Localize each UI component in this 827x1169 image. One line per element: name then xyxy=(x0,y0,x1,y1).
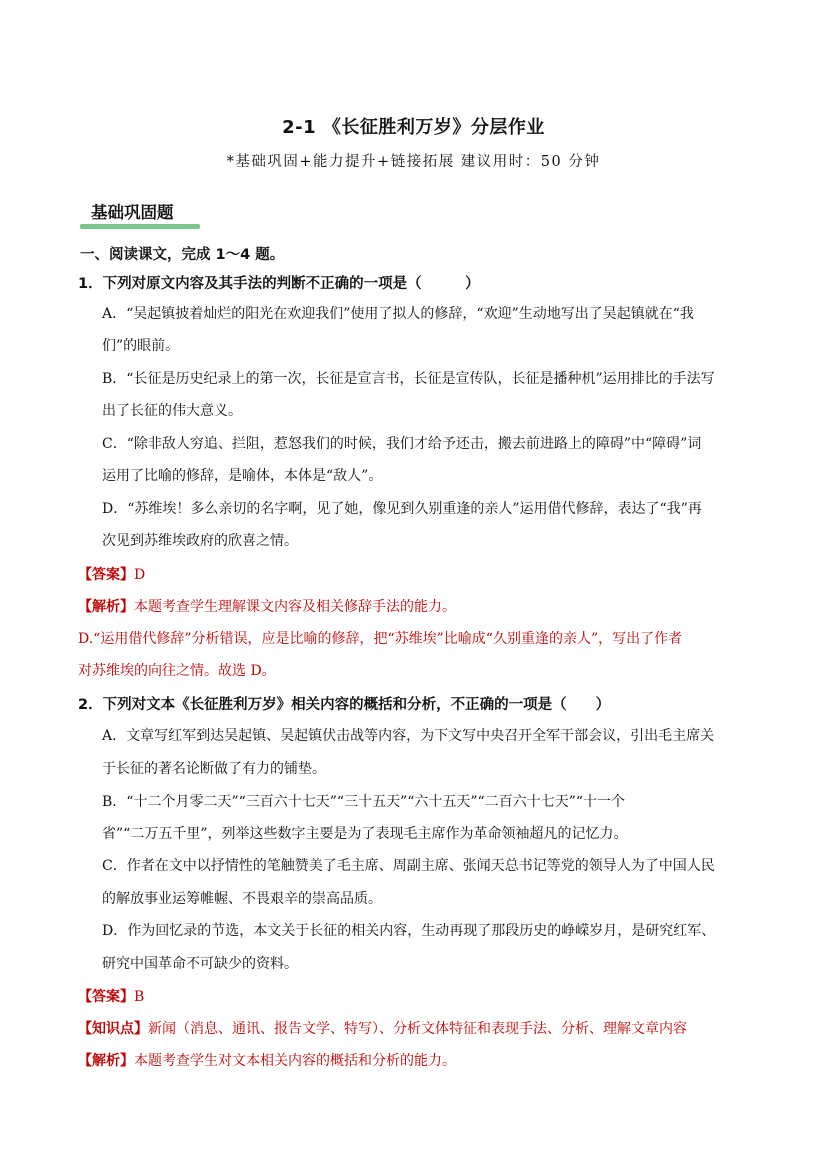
q2-answer xyxy=(78,986,144,1006)
section-label: 基础巩固题 xyxy=(91,203,174,222)
q1-analysis xyxy=(78,596,456,616)
section-underline xyxy=(80,224,200,229)
q1-option-b: B．“长征是历史纪录上的第一次，长征是宣言书，长征是宣传队，长征是播种机”运用排比的手法写 xyxy=(102,371,715,387)
q1-option-b-cont: 出了长征的伟大意义。 xyxy=(102,403,242,419)
q2-knowledge-point xyxy=(78,1018,687,1038)
q2-option-c-cont: 的解放事业运筹帷幄、不畏艰辛的崇高品质。 xyxy=(102,891,382,907)
page-title: 2-1 《长征胜利万岁》分层作业 xyxy=(282,117,545,138)
q2-analysis-text: 本题考查学生对文本相关内容的概括和分析的能力。 xyxy=(134,1053,456,1069)
q1-option-c-cont: 运用了比喻的修辞，是喻体，本体是“敌人”。 xyxy=(102,468,383,484)
q2-option-d-cont: 研究中国革命不可缺少的资料。 xyxy=(102,956,298,972)
q1-answer-value: D xyxy=(134,567,146,583)
q2-option-a-cont: 于长征的著名论断做了有力的铺垫。 xyxy=(102,761,326,777)
q1-explanation-cont: 对苏维埃的向往之情。故选 D。 xyxy=(78,663,276,679)
q1-option-d-cont: 次见到苏维埃政府的欣喜之情。 xyxy=(102,533,298,549)
q1-explanation: D.“运用借代修辞”分析错误，应是比喻的修辞，把“苏维埃”比喻成“久别重逢的亲人”，写出了作者 xyxy=(78,631,683,647)
q1-answer-tag: 【答案】 xyxy=(78,567,134,583)
q2-option-d: D．作为回忆录的节选，本文关于长征的相关内容，生动再现了那段历史的峥嵘岁月，是研究红军、 xyxy=(102,923,716,939)
q2-knowledge-tag: 【知识点】 xyxy=(78,1021,148,1037)
q2-option-b: B．“十二个月零二天”“三百六十七天”“三十五天”“六十五天”“二百六十七天”“十一个 xyxy=(102,794,626,810)
q2-analysis-tag: 【解析】 xyxy=(78,1053,134,1069)
q1-stem: 1．下列对原文内容及其手法的判断不正确的一项是（ ） xyxy=(78,276,480,292)
q2-option-c: C．作者在文中以抒情性的笔触赞美了毛主席、周副主席、张闻天总书记等党的领导人为了中国人民 xyxy=(102,858,715,874)
q1-analysis-tag: 【解析】 xyxy=(78,599,134,615)
q1-answer xyxy=(78,564,145,584)
q1-option-a-cont: 们”的眼前。 xyxy=(102,338,180,354)
q2-answer-tag: 【答案】 xyxy=(78,989,134,1005)
q2-option-b-cont: 省”“二万五千里”，列举这些数字主要是为了表现毛主席作为革命领袖超凡的记忆力。 xyxy=(102,826,628,842)
q2-stem: 2．下列对文本《长征胜利万岁》相关内容的概括和分析，不正确的一项是（ ） xyxy=(78,697,611,713)
q1-option-d: D．“苏维埃！多么亲切的名字啊，见了她，像见到久别重逢的亲人”运用借代修辞，表达了“我”再 xyxy=(102,501,702,517)
q2-option-a: A．文章写红军到达吴起镇、吴起镇伏击战等内容，为下文写中央召开全军干部会议，引出毛主席关 xyxy=(102,728,715,744)
q2-analysis xyxy=(78,1050,456,1070)
q2-answer-value: B xyxy=(134,989,145,1005)
page-subtitle: *基础巩固+能力提升+链接拓展 建议用时：50 分钟 xyxy=(226,154,601,170)
q1-analysis-text: 本题考查学生理解课文内容及相关修辞手法的能力。 xyxy=(134,599,456,615)
q1-option-c: C．“除非敌人穷追、拦阻，惹怒我们的时候，我们才给予还击，搬去前进路上的障碍”中“障碍”词 xyxy=(102,436,702,452)
part-heading: 一、阅读课文，完成 1～4 题。 xyxy=(80,247,285,263)
q1-option-a: A．“吴起镇披着灿烂的阳光在欢迎我们”使用了拟人的修辞，“欢迎”生动地写出了吴起镇就在“我 xyxy=(102,306,694,322)
q2-knowledge-text: 新闻（消息、通讯、报告文学、特写）、分析文体特征和表现手法、分析、理解文章内容 xyxy=(148,1021,687,1037)
